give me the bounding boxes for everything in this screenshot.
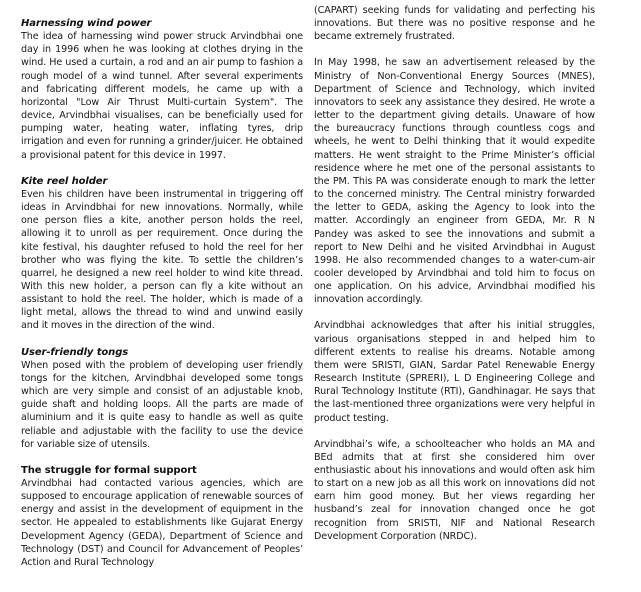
section-heading: Harnessing wind power bbox=[21, 18, 152, 29]
right-column bbox=[314, 4, 595, 556]
paragraph-wife-views: Arvindbhai’s wife, a schoolteacher who holds an MA and BEd admits that at first she considered him over enthusiastic about his innovations and would often ask him to start on a new job as all this work on innovations did not earn him good money. But her views regarding her husband’s zeal for innovation changed once he got recognition from SRISTI, NIF and National Research Development Corporation (NRDC). bbox=[314, 438, 595, 542]
paragraph-capart: (CAPART) seeking funds for validating and perfecting his innovations. But there was no positive response and he became extremely frustrated. bbox=[314, 5, 595, 43]
section-body: When posed with the problem of developing user friendly tongs for the kitchen, Arvindbhai developed some tongs which are very simple and consist of an adjustable knob, guide shaft and holding loops. All the parts are made of aluminium and it is quite easy to handle as well as quite reliable and adjustable with the facility to use the device for variable size of utensils. bbox=[21, 359, 303, 450]
section-body: Even his children have been instrumental in triggering off ideas in Arvindbhai for new innovations. Normally, while one person flies a kite, another person holds the reel, allowing it to unroll as per requirement. Once during the kite festival, his daughter refused to hold the reel for her brother who was flying the kite. To settle the children’s quarrel, he designed a new reel holder to wind kite thread. With this new holder, a person can fly a kite without an assistant to hold the reel. The holder, which is made of a light metal, allows the thread to wind and unwind easily and it moves in the direction of the wind. bbox=[21, 188, 303, 332]
section-user-friendly-tongs bbox=[21, 346, 303, 451]
section-heading: The struggle for formal support bbox=[21, 464, 197, 476]
section-kite-reel-holder bbox=[21, 175, 303, 333]
paragraph-organisations-support: Arvindbhai acknowledges that after his initial struggles, various organisations stepped in and helped him to different extents to realise his dreams. Notable among them were SRISTI, GIAN, Sardar Patel Renewable Energy Research Institute (SPRERI), L D Engineering College and Rural Technology Institute (RTI), Gandhinagar. He says that the last-mentioned three organizations were very helpful in product testing. bbox=[314, 320, 595, 424]
section-heading: Kite reel holder bbox=[21, 175, 108, 187]
section-body: The idea of harnessing wind power struck Arvindbhai one day in 1996 when he was looking at clothes drying in the wind. He used a curtain, a rod and an air pump to fashion a rough model of a wind tunnel. After several experiments and fabricating different models, he came up with a horizontal "Low Air Thrust Multi-curtain System". The device, Arvindbhai visualises, can be beneficially used for pumping water, heating water, inflating tyres, drip irrigation and even for running a grinder/juicer. He obtained a provisional patent for this device in 1997. bbox=[21, 31, 303, 161]
section-heading: User-friendly tongs bbox=[21, 346, 129, 358]
section-body: Arvindbhai had contacted various agencies, which are supposed to encourage application of renewable sources of energy and assist in the development of equipment in the sector. He appealed to establishments like Gujarat Energy Development Agency (GEDA), Department of Science and Technology (DST) and Council for Advancement of Peoples’ Action and Rural Technology bbox=[21, 478, 303, 568]
paragraph-mnes-advertisement: In May 1998, he saw an advertisement released by the Ministry of Non-Conventional Energy Sources (MNES), Department of Science and Technology, which invited innovators to seek any assistance they desired. He wrote a letter to the department giving details. Unaware of how the bureaucracy functions through countless cogs and wheels, he went to Delhi thinking that it would expedite matters. He went straight to the Prime Minister’s official residence where he met one of the personal assistants to the PM. This PA was considerate enough to mark the letter to the concerned ministry. The Central ministry forwarded the letter to GEDA, asking the Agency to look into the matter. Accordingly an engineer from GEDA, Mr. R N Pandey was asked to see the innovations and submit a report to New Delhi and he visited Arvindbhai in August 1998. He also recommended changes to a water-cum-air cooler developed by Arvindbhai and told him to focus on one application. On his advice, Arvindbhai modified his innovation accordingly. bbox=[314, 57, 595, 306]
section-formal-support bbox=[21, 464, 303, 569]
left-column bbox=[21, 17, 303, 582]
section-wind-power bbox=[21, 17, 303, 162]
